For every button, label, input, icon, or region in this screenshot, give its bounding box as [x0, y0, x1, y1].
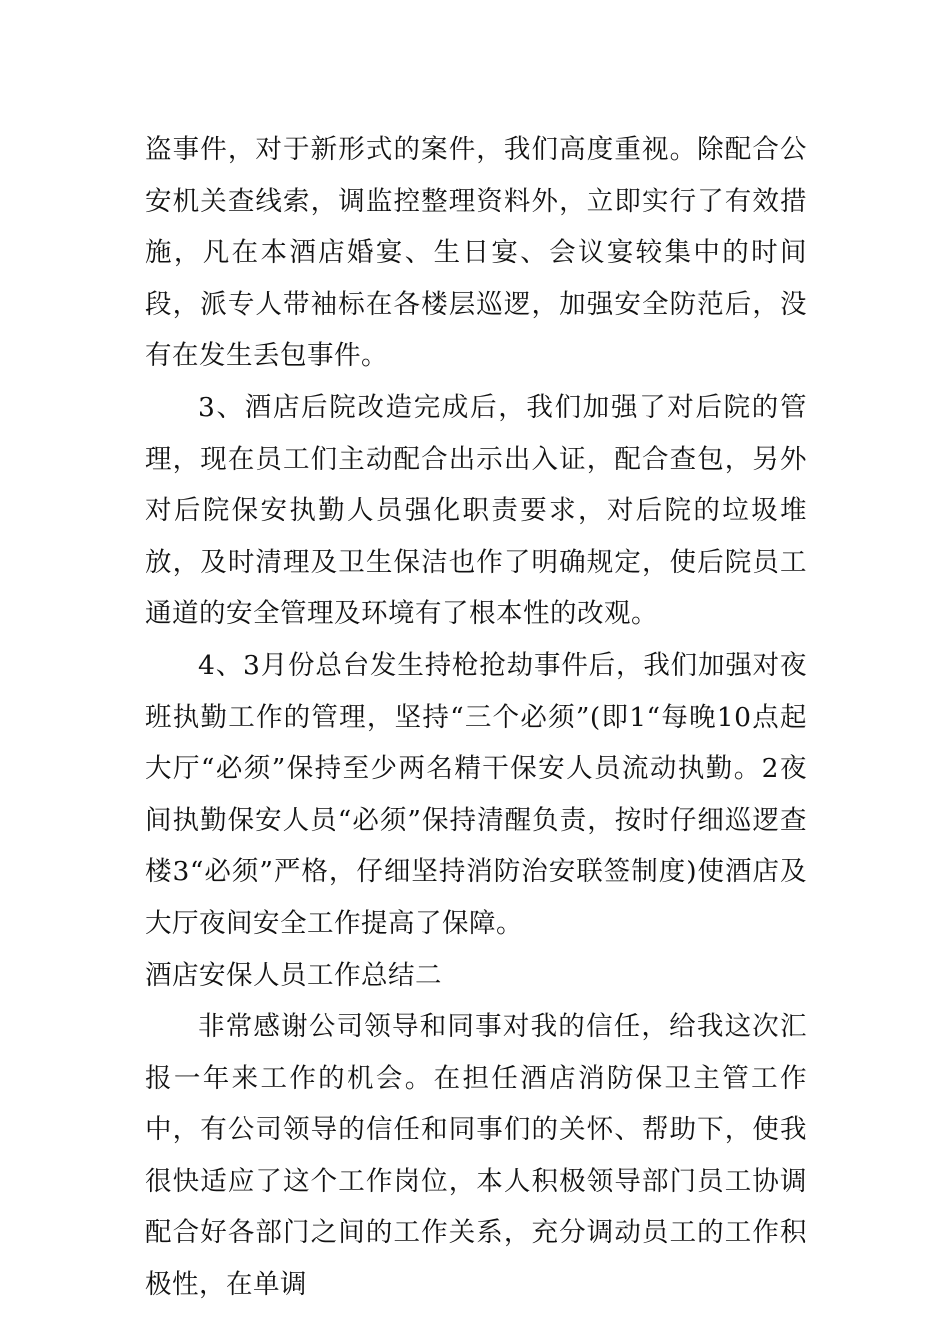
- paragraph-summary-intro: 非常感谢公司领导和同事对我的信任，给我这次汇报一年来工作的机会。在担任酒店消防保卫主管工作中，有公司领导的信任和同事们的关怀、帮助下，使我很快适应了这个工作岗位，本人积极领导部门员工协调配合好各部门之间的工作关系，充分调动员工的工作积极性，在单调: [145, 1011, 807, 1301]
- paragraph-backyard-management: 3、酒店后院改造完成后，我们加强了对后院的管理，现在员工们主动配合出示出入证，配合查包，另外对后院保安执勤人员强化职责要求，对后院的垃圾堆放，及时清理及卫生保洁也作了明确规定，使后院员工通道的安全管理及环境有了根本性的改观。: [145, 391, 807, 630]
- paragraph-theft-measures: 盗事件，对于新形式的案件，我们高度重视。除配合公安机关查线索，调监控整理资料外，立即实行了有效措施，凡在本酒店婚宴、生日宴、会议宴较集中的时间段，派专人带袖标在各楼层巡逻，加强安全防范后，没有在发生丢包事件。: [145, 134, 807, 372]
- document-body: [145, 124, 807, 1311]
- section-heading: 酒店安保人员工作总结二: [145, 959, 442, 991]
- paragraph-night-shift-management: 4、3月份总台发生持枪抢劫事件后，我们加强对夜班执勤工作的管理，坚持“三个必须”(即1“每晚10点起大厅“必须”保持至少两名精干保安人员流动执勤。2夜间执勤保安人员“必须”保持清醒负责，按时仔细巡逻查楼3“必须”严格，仔细坚持消防治安联签制度)使酒店及大厅夜间安全工作提高了保障。: [145, 649, 807, 939]
